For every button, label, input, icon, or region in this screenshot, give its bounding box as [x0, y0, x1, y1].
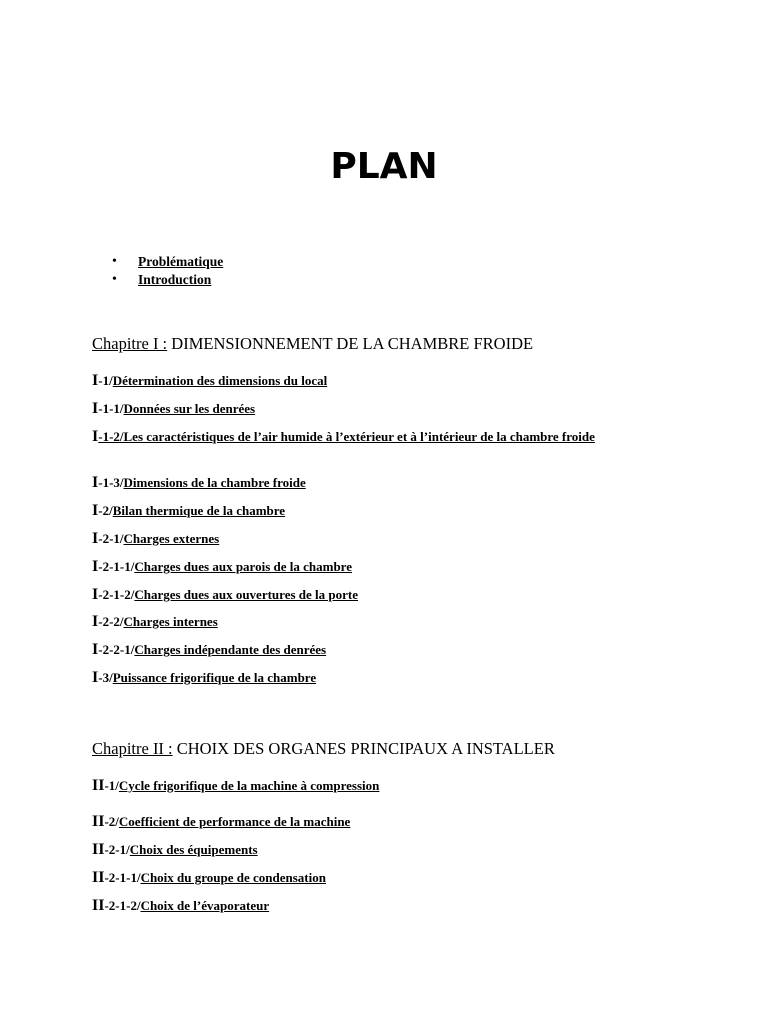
toc-entry-I-2[interactable]: I-2/Bilan thermique de la chambre [92, 502, 286, 519]
chapter-2-title: CHOIX DES ORGANES PRINCIPAUX A INSTALLER [176, 739, 555, 758]
toc-entry-link[interactable]: Bilan thermique de la chambre [112, 503, 286, 518]
toc-entry-II-1[interactable]: II-1/Cycle frigorifique de la machine à compression [92, 777, 380, 794]
toc-entry-link[interactable]: Charges dues aux parois de la chambre [134, 559, 352, 574]
toc-entry-link[interactable]: Charges indépendante des denrées [134, 642, 327, 657]
bullet-item-problematique[interactable]: • Problématique [110, 253, 223, 271]
chapter-2-heading [92, 739, 555, 759]
toc-entry-II-2-1-1[interactable]: II-2-1-1/Choix du groupe de condensation [92, 869, 326, 886]
toc-entry-I-2-1-2[interactable]: I-2-1-2/Charges dues aux ouvertures de la porte [92, 586, 358, 603]
chapter-1-label: Chapitre I : [92, 334, 168, 353]
toc-entry-link[interactable]: Choix du groupe de condensation [140, 870, 326, 885]
toc-entry-I-3[interactable]: I-3/Puissance frigorifique de la chambre [92, 669, 317, 686]
toc-entry-link[interactable]: Coefficient de performance de la machine [118, 814, 351, 829]
toc-entry-link[interactable]: Données sur les denrées [123, 401, 256, 416]
toc-entry-II-2-1[interactable]: II-2-1/Choix des équipements [92, 841, 258, 858]
toc-entry-link[interactable]: Puissance frigorifique de la chambre [112, 670, 317, 685]
toc-entry-I-1[interactable]: I-1/Détermination des dimensions du local [92, 372, 328, 389]
toc-entry-I-1-2[interactable]: I-1-2/Les caractéristiques de l’air humide à l’extérieur et à l’intérieur de la chambre froide [92, 428, 595, 445]
toc-entry-I-2-1-1[interactable]: I-2-1-1/Charges dues aux parois de la chambre [92, 558, 352, 575]
chapter-1-title: DIMENSIONNEMENT DE LA CHAMBRE FROIDE [171, 334, 534, 353]
toc-entry-link[interactable]: Choix de l’évaporateur [140, 898, 270, 913]
toc-entry-I-1-1[interactable]: I-1-1/Données sur les denrées [92, 400, 256, 417]
toc-entry-I-2-2-1[interactable]: I-2-2-1/Charges indépendante des denrées [92, 641, 327, 658]
page-title: PLAN [330, 146, 438, 187]
toc-entry-link[interactable]: Dimensions de la chambre froide [123, 475, 306, 490]
toc-entry-I-1-3[interactable]: I-1-3/Dimensions de la chambre froide [92, 474, 306, 491]
toc-entry-II-2-1-2[interactable]: II-2-1-2/Choix de l’évaporateur [92, 897, 270, 914]
toc-entry-link[interactable]: Les caractéristiques de l’air humide à l’extérieur et à l’intérieur de la chambre froide [123, 429, 595, 444]
toc-entry-link[interactable]: Cycle frigorifique de la machine à compression [118, 778, 380, 793]
toc-entry-I-2-1[interactable]: I-2-1/Charges externes [92, 530, 220, 547]
toc-entry-link[interactable]: Choix des équipements [129, 842, 258, 857]
toc-entry-I-2-2[interactable]: I-2-2/Charges internes [92, 613, 218, 630]
toc-entry-II-2[interactable]: II-2/Coefficient de performance de la machine [92, 813, 351, 830]
toc-entry-link[interactable]: Charges dues aux ouvertures de la porte [134, 587, 358, 602]
chapter-1-heading [92, 334, 533, 354]
chapter-2-label: Chapitre II : [92, 739, 173, 758]
toc-entry-link[interactable]: Charges internes [123, 614, 218, 629]
toc-entry-link[interactable]: Détermination des dimensions du local [112, 373, 328, 388]
bullet-item-introduction[interactable]: • Introduction [110, 271, 223, 289]
toc-entry-link[interactable]: Charges externes [123, 531, 220, 546]
intro-bullet-list [110, 253, 223, 289]
